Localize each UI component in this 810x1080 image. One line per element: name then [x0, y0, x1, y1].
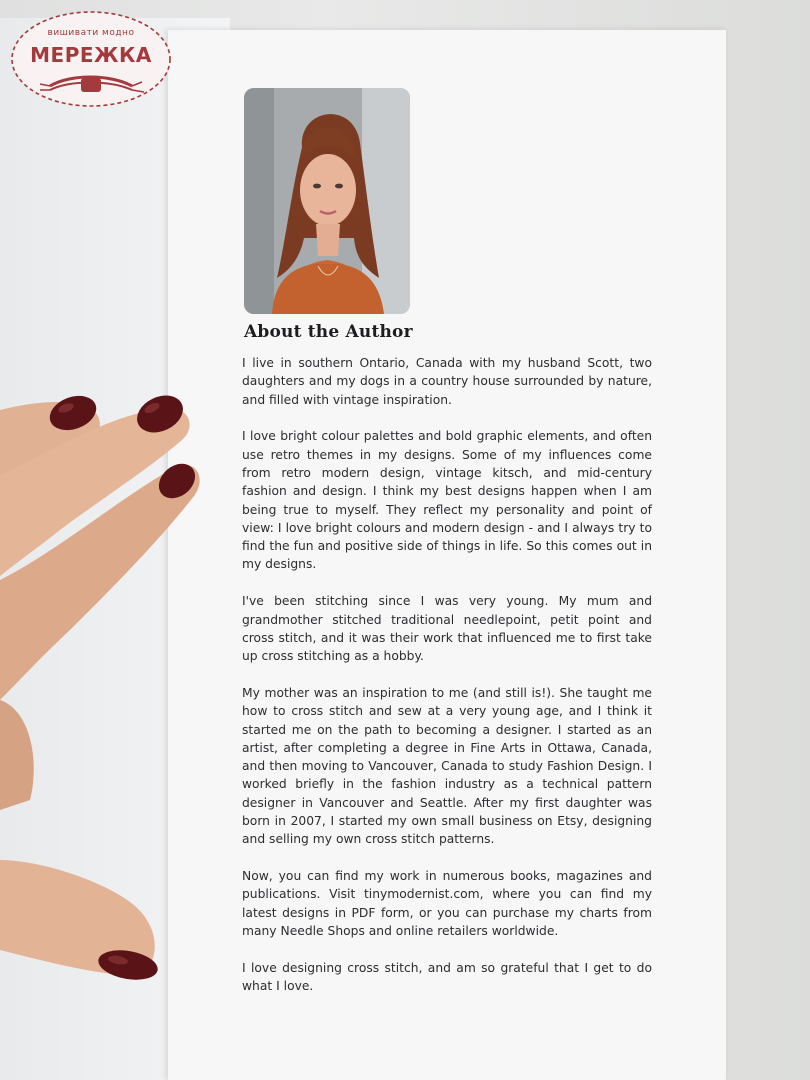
author-portrait-photo	[244, 88, 410, 314]
hand-photo	[0, 380, 215, 1000]
bio-paragraph: I love designing cross stitch, and am so grateful that I get to do what I love.	[242, 960, 652, 994]
page-heading: About the Author	[244, 322, 413, 342]
bio-paragraph: Now, you can find my work in numerous books, magazines and publications. Visit tinymodernist.com, where you can find my latest designs in PDF form, or you can purchase my charts from many Needle Shops and online retailers worldwide.	[242, 869, 652, 939]
bio-paragraph: I live in southern Ontario, Canada with my husband Scott, two daughters and my dogs in a country house surrounded by nature, and filled with vintage inspiration.	[242, 356, 652, 407]
store-logo	[10, 10, 172, 108]
logo-name: МЕРЕЖКА	[30, 43, 152, 67]
bio-paragraph: I've been stitching since I was very young. My mum and grandmother stitched traditional needlepoint, petit point and cross stitch, and it was their work that influenced me to first take up cross stitching as a hobby.	[242, 594, 652, 664]
bio-paragraph: My mother was an inspiration to me (and still is!). She taught me how to cross stitch and sew at a very young age, and I think it started me on the path to becoming a designer. I started as an artist, after completing a degree in Fine Arts in Ottawa, Canada, and then moving to Vancouver, Canada to study Fashion Design. I worked briefly in the fashion industry as a technical pattern designer in Vancouver and Seattle. After my first daughter was born in 2007, I started my own small business on Etsy, designing and selling my own cross stitch patterns.	[242, 685, 652, 847]
logo-tagline: вишивати модно	[47, 28, 135, 38]
author-photo	[244, 88, 410, 314]
bio-paragraph: I love bright colour palettes and bold graphic elements, and often use retro themes in my designs. Some of my influences come from retro modern design, vintage kitsch, and mid-century fashion and design. I think my best designs happen when I am being true to myself. They reflect my personality and point of view: I love bright colours and modern design - and I always try to find the fun and positive side of things in life. So this comes out in my designs.	[242, 429, 652, 572]
hand-holding-page	[0, 380, 215, 1000]
author-bio	[242, 354, 652, 1014]
